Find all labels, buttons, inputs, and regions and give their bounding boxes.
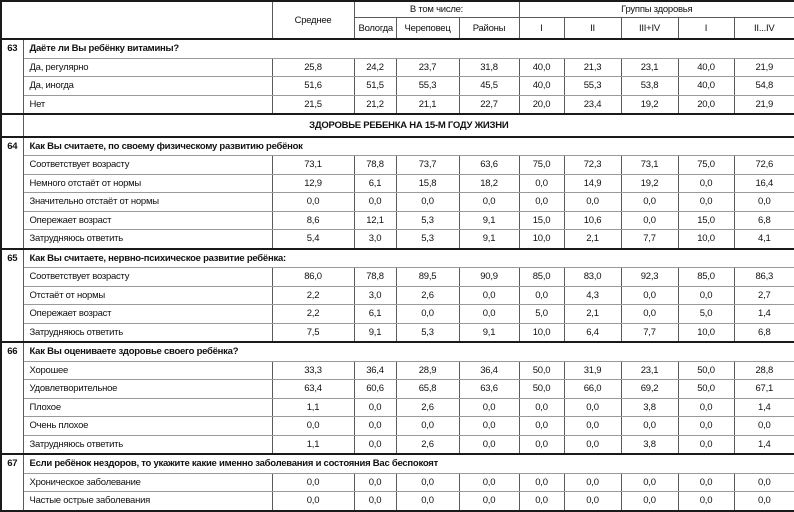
value-cell: 10,0 [519, 230, 564, 249]
value-cell: 0,0 [354, 435, 396, 454]
value-cell: 21,9 [734, 95, 794, 114]
value-cell: 45,5 [459, 77, 519, 96]
question-row [1, 39, 794, 58]
value-cell: 15,0 [678, 211, 734, 230]
value-cell: 0,0 [564, 473, 621, 492]
value-cell: 1,1 [272, 435, 354, 454]
value-cell: 2,1 [564, 230, 621, 249]
corner-cell [1, 1, 272, 39]
value-cell: 28,8 [734, 361, 794, 380]
header-row-groups [1, 1, 794, 18]
value-cell: 2,2 [272, 286, 354, 305]
value-cell: 9,1 [459, 323, 519, 342]
answer-label: Соответствует возрасту [23, 156, 272, 175]
value-cell: 75,0 [519, 156, 564, 175]
value-cell: 1,4 [734, 398, 794, 417]
value-cell: 51,6 [272, 77, 354, 96]
value-cell: 10,0 [519, 323, 564, 342]
value-cell: 23,7 [396, 58, 459, 77]
question-text: Даёте ли Вы ребёнку витамины? [23, 39, 794, 58]
value-cell: 0,0 [621, 417, 678, 436]
value-cell: 0,0 [734, 492, 794, 511]
section-title: ЗДОРОВЬЕ РЕБЕНКА НА 15-М ГОДУ ЖИЗНИ [23, 114, 794, 137]
value-cell: 55,3 [564, 77, 621, 96]
value-cell: 0,0 [396, 305, 459, 324]
value-cell: 0,0 [519, 417, 564, 436]
value-cell: 5,3 [396, 211, 459, 230]
value-cell: 21,3 [564, 58, 621, 77]
value-cell: 3,8 [621, 398, 678, 417]
value-cell: 0,0 [396, 417, 459, 436]
value-cell: 40,0 [678, 58, 734, 77]
question-number: 67 [1, 454, 23, 511]
value-cell: 0,0 [354, 492, 396, 511]
value-cell: 0,0 [734, 417, 794, 436]
value-cell: 0,0 [678, 398, 734, 417]
question-row [1, 454, 794, 473]
answer-label: Хроническое заболевание [23, 473, 272, 492]
value-cell: 86,0 [272, 268, 354, 287]
value-cell: 50,0 [678, 361, 734, 380]
value-cell: 1,4 [734, 305, 794, 324]
value-cell: 0,0 [354, 473, 396, 492]
col-header-group-1b: I [678, 18, 734, 40]
answer-row [1, 492, 794, 511]
value-cell: 23,1 [621, 58, 678, 77]
value-cell: 0,0 [564, 492, 621, 511]
value-cell: 5,3 [396, 230, 459, 249]
answer-label: Нет [23, 95, 272, 114]
value-cell: 0,0 [564, 193, 621, 212]
value-cell: 20,0 [519, 95, 564, 114]
question-text: Как Вы считаете, нервно-психическое развитие ребёнка: [23, 249, 794, 268]
answer-label: Частые острые заболевания [23, 492, 272, 511]
value-cell: 0,0 [519, 286, 564, 305]
value-cell: 0,0 [621, 305, 678, 324]
value-cell: 10,6 [564, 211, 621, 230]
value-cell: 2,6 [396, 435, 459, 454]
value-cell: 4,1 [734, 230, 794, 249]
value-cell: 0,0 [678, 473, 734, 492]
value-cell: 0,0 [459, 305, 519, 324]
value-cell: 6,4 [564, 323, 621, 342]
value-cell: 9,1 [354, 323, 396, 342]
col-header-cherepovets: Череповец [396, 18, 459, 40]
answer-label: Плохое [23, 398, 272, 417]
question-text: Если ребёнок нездоров, то укажите какие именно заболевания и состояния Вас беспокоят [23, 454, 794, 473]
value-cell: 0,0 [734, 473, 794, 492]
value-cell: 12,1 [354, 211, 396, 230]
value-cell: 0,0 [354, 417, 396, 436]
value-cell: 18,2 [459, 174, 519, 193]
value-cell: 6,8 [734, 323, 794, 342]
value-cell: 65,8 [396, 380, 459, 399]
value-cell: 22,7 [459, 95, 519, 114]
value-cell: 14,9 [564, 174, 621, 193]
value-cell: 0,0 [272, 417, 354, 436]
value-cell: 0,0 [396, 193, 459, 212]
value-cell: 21,1 [396, 95, 459, 114]
value-cell: 9,1 [459, 230, 519, 249]
question-row [1, 249, 794, 268]
value-cell: 86,3 [734, 268, 794, 287]
value-cell: 0,0 [564, 435, 621, 454]
section-number-cell [1, 114, 23, 137]
answer-row [1, 323, 794, 342]
value-cell: 63,6 [459, 380, 519, 399]
answer-row [1, 398, 794, 417]
value-cell: 0,0 [678, 193, 734, 212]
value-cell: 69,2 [621, 380, 678, 399]
value-cell: 19,2 [621, 174, 678, 193]
answer-row [1, 174, 794, 193]
value-cell: 0,0 [678, 492, 734, 511]
value-cell: 92,3 [621, 268, 678, 287]
answer-label: Немного отстаёт от нормы [23, 174, 272, 193]
col-header-group-2: II [564, 18, 621, 40]
answer-row [1, 361, 794, 380]
value-cell: 72,6 [734, 156, 794, 175]
value-cell: 0,0 [396, 473, 459, 492]
value-cell: 50,0 [678, 380, 734, 399]
answer-label: Опережает возраст [23, 211, 272, 230]
table-header [1, 1, 794, 39]
value-cell: 66,0 [564, 380, 621, 399]
value-cell: 72,3 [564, 156, 621, 175]
value-cell: 83,0 [564, 268, 621, 287]
value-cell: 23,1 [621, 361, 678, 380]
answer-label: Затрудняюсь ответить [23, 323, 272, 342]
value-cell: 0,0 [459, 473, 519, 492]
value-cell: 31,9 [564, 361, 621, 380]
value-cell: 85,0 [678, 268, 734, 287]
value-cell: 7,7 [621, 323, 678, 342]
value-cell: 53,8 [621, 77, 678, 96]
value-cell: 23,4 [564, 95, 621, 114]
answer-row [1, 417, 794, 436]
value-cell: 0,0 [678, 174, 734, 193]
answer-label: Удовлетворительное [23, 380, 272, 399]
value-cell: 1,4 [734, 435, 794, 454]
answer-label: Опережает возраст [23, 305, 272, 324]
question-row [1, 342, 794, 361]
question-number: 65 [1, 249, 23, 343]
value-cell: 31,8 [459, 58, 519, 77]
col-group-health-groups: Группы здоровья [519, 1, 794, 18]
table-body [1, 39, 794, 511]
answer-label: Хорошее [23, 361, 272, 380]
value-cell: 63,6 [459, 156, 519, 175]
answer-label: Очень плохое [23, 417, 272, 436]
answer-row [1, 305, 794, 324]
answer-label: Затрудняюсь ответить [23, 230, 272, 249]
value-cell: 36,4 [354, 361, 396, 380]
value-cell: 73,1 [621, 156, 678, 175]
value-cell: 0,0 [564, 398, 621, 417]
value-cell: 2,6 [396, 398, 459, 417]
value-cell: 78,8 [354, 268, 396, 287]
value-cell: 19,2 [621, 95, 678, 114]
value-cell: 25,8 [272, 58, 354, 77]
value-cell: 63,4 [272, 380, 354, 399]
value-cell: 0,0 [621, 492, 678, 511]
col-header-group-3-4: III+IV [621, 18, 678, 40]
value-cell: 8,6 [272, 211, 354, 230]
value-cell: 0,0 [519, 174, 564, 193]
value-cell: 0,0 [272, 473, 354, 492]
value-cell: 0,0 [519, 193, 564, 212]
answer-label: Значительно отстаёт от нормы [23, 193, 272, 212]
answer-row [1, 380, 794, 399]
value-cell: 16,4 [734, 174, 794, 193]
question-text: Как Вы оцениваете здоровье своего ребёнка? [23, 342, 794, 361]
value-cell: 0,0 [459, 286, 519, 305]
value-cell: 15,8 [396, 174, 459, 193]
value-cell: 85,0 [519, 268, 564, 287]
value-cell: 5,0 [678, 305, 734, 324]
question-number: 66 [1, 342, 23, 454]
value-cell: 90,9 [459, 268, 519, 287]
value-cell: 54,8 [734, 77, 794, 96]
question-text: Как Вы считаете, по своему физическому развитию ребёнок [23, 137, 794, 156]
value-cell: 6,1 [354, 174, 396, 193]
value-cell: 40,0 [519, 77, 564, 96]
value-cell: 55,3 [396, 77, 459, 96]
value-cell: 51,5 [354, 77, 396, 96]
value-cell: 0,0 [354, 398, 396, 417]
col-header-districts: Районы [459, 18, 519, 40]
value-cell: 2,7 [734, 286, 794, 305]
answer-row [1, 193, 794, 212]
value-cell: 60,6 [354, 380, 396, 399]
value-cell: 0,0 [272, 492, 354, 511]
value-cell: 0,0 [459, 398, 519, 417]
col-header-average: Среднее [272, 1, 354, 39]
value-cell: 40,0 [678, 77, 734, 96]
value-cell: 73,7 [396, 156, 459, 175]
value-cell: 3,8 [621, 435, 678, 454]
value-cell: 67,1 [734, 380, 794, 399]
value-cell: 21,2 [354, 95, 396, 114]
value-cell: 12,9 [272, 174, 354, 193]
value-cell: 0,0 [519, 435, 564, 454]
value-cell: 28,9 [396, 361, 459, 380]
value-cell: 89,5 [396, 268, 459, 287]
answer-row [1, 286, 794, 305]
value-cell: 73,1 [272, 156, 354, 175]
section-row [1, 114, 794, 137]
value-cell: 75,0 [678, 156, 734, 175]
col-header-group-1: I [519, 18, 564, 40]
value-cell: 9,1 [459, 211, 519, 230]
answer-row [1, 156, 794, 175]
col-header-vologda: Вологда [354, 18, 396, 40]
value-cell: 2,2 [272, 305, 354, 324]
value-cell: 4,3 [564, 286, 621, 305]
answer-label: Да, регулярно [23, 58, 272, 77]
value-cell: 6,8 [734, 211, 794, 230]
value-cell: 0,0 [519, 398, 564, 417]
answer-row [1, 435, 794, 454]
value-cell: 20,0 [678, 95, 734, 114]
value-cell: 5,4 [272, 230, 354, 249]
answer-label: Затрудняюсь ответить [23, 435, 272, 454]
value-cell: 5,0 [519, 305, 564, 324]
value-cell: 0,0 [459, 193, 519, 212]
value-cell: 1,1 [272, 398, 354, 417]
value-cell: 78,8 [354, 156, 396, 175]
question-row [1, 137, 794, 156]
value-cell: 7,7 [621, 230, 678, 249]
answer-row [1, 77, 794, 96]
value-cell: 0,0 [678, 417, 734, 436]
value-cell: 0,0 [734, 193, 794, 212]
value-cell: 15,0 [519, 211, 564, 230]
answer-label: Отстаёт от нормы [23, 286, 272, 305]
value-cell: 36,4 [459, 361, 519, 380]
value-cell: 50,0 [519, 361, 564, 380]
answer-row [1, 95, 794, 114]
value-cell: 0,0 [519, 473, 564, 492]
value-cell: 0,0 [519, 492, 564, 511]
value-cell: 33,3 [272, 361, 354, 380]
answer-label: Да, иногда [23, 77, 272, 96]
value-cell: 0,0 [678, 435, 734, 454]
answer-row [1, 268, 794, 287]
value-cell: 0,0 [621, 473, 678, 492]
value-cell: 0,0 [459, 492, 519, 511]
value-cell: 40,0 [519, 58, 564, 77]
value-cell: 2,1 [564, 305, 621, 324]
value-cell: 0,0 [564, 417, 621, 436]
value-cell: 21,9 [734, 58, 794, 77]
value-cell: 2,6 [396, 286, 459, 305]
value-cell: 21,5 [272, 95, 354, 114]
value-cell: 3,0 [354, 286, 396, 305]
value-cell: 0,0 [354, 193, 396, 212]
value-cell: 0,0 [272, 193, 354, 212]
value-cell: 0,0 [459, 435, 519, 454]
value-cell: 5,3 [396, 323, 459, 342]
answer-row [1, 58, 794, 77]
value-cell: 0,0 [621, 211, 678, 230]
answer-row [1, 230, 794, 249]
question-number: 64 [1, 137, 23, 249]
value-cell: 0,0 [678, 286, 734, 305]
value-cell: 24,2 [354, 58, 396, 77]
col-header-group-2-4: II...IV [734, 18, 794, 40]
value-cell: 0,0 [621, 286, 678, 305]
value-cell: 0,0 [621, 193, 678, 212]
value-cell: 0,0 [459, 417, 519, 436]
value-cell: 7,5 [272, 323, 354, 342]
col-group-including: В том числе: [354, 1, 519, 18]
value-cell: 50,0 [519, 380, 564, 399]
answer-row [1, 473, 794, 492]
question-number: 63 [1, 39, 23, 114]
value-cell: 10,0 [678, 323, 734, 342]
value-cell: 3,0 [354, 230, 396, 249]
value-cell: 6,1 [354, 305, 396, 324]
value-cell: 10,0 [678, 230, 734, 249]
value-cell: 0,0 [396, 492, 459, 511]
answer-label: Соответствует возрасту [23, 268, 272, 287]
answer-row [1, 211, 794, 230]
